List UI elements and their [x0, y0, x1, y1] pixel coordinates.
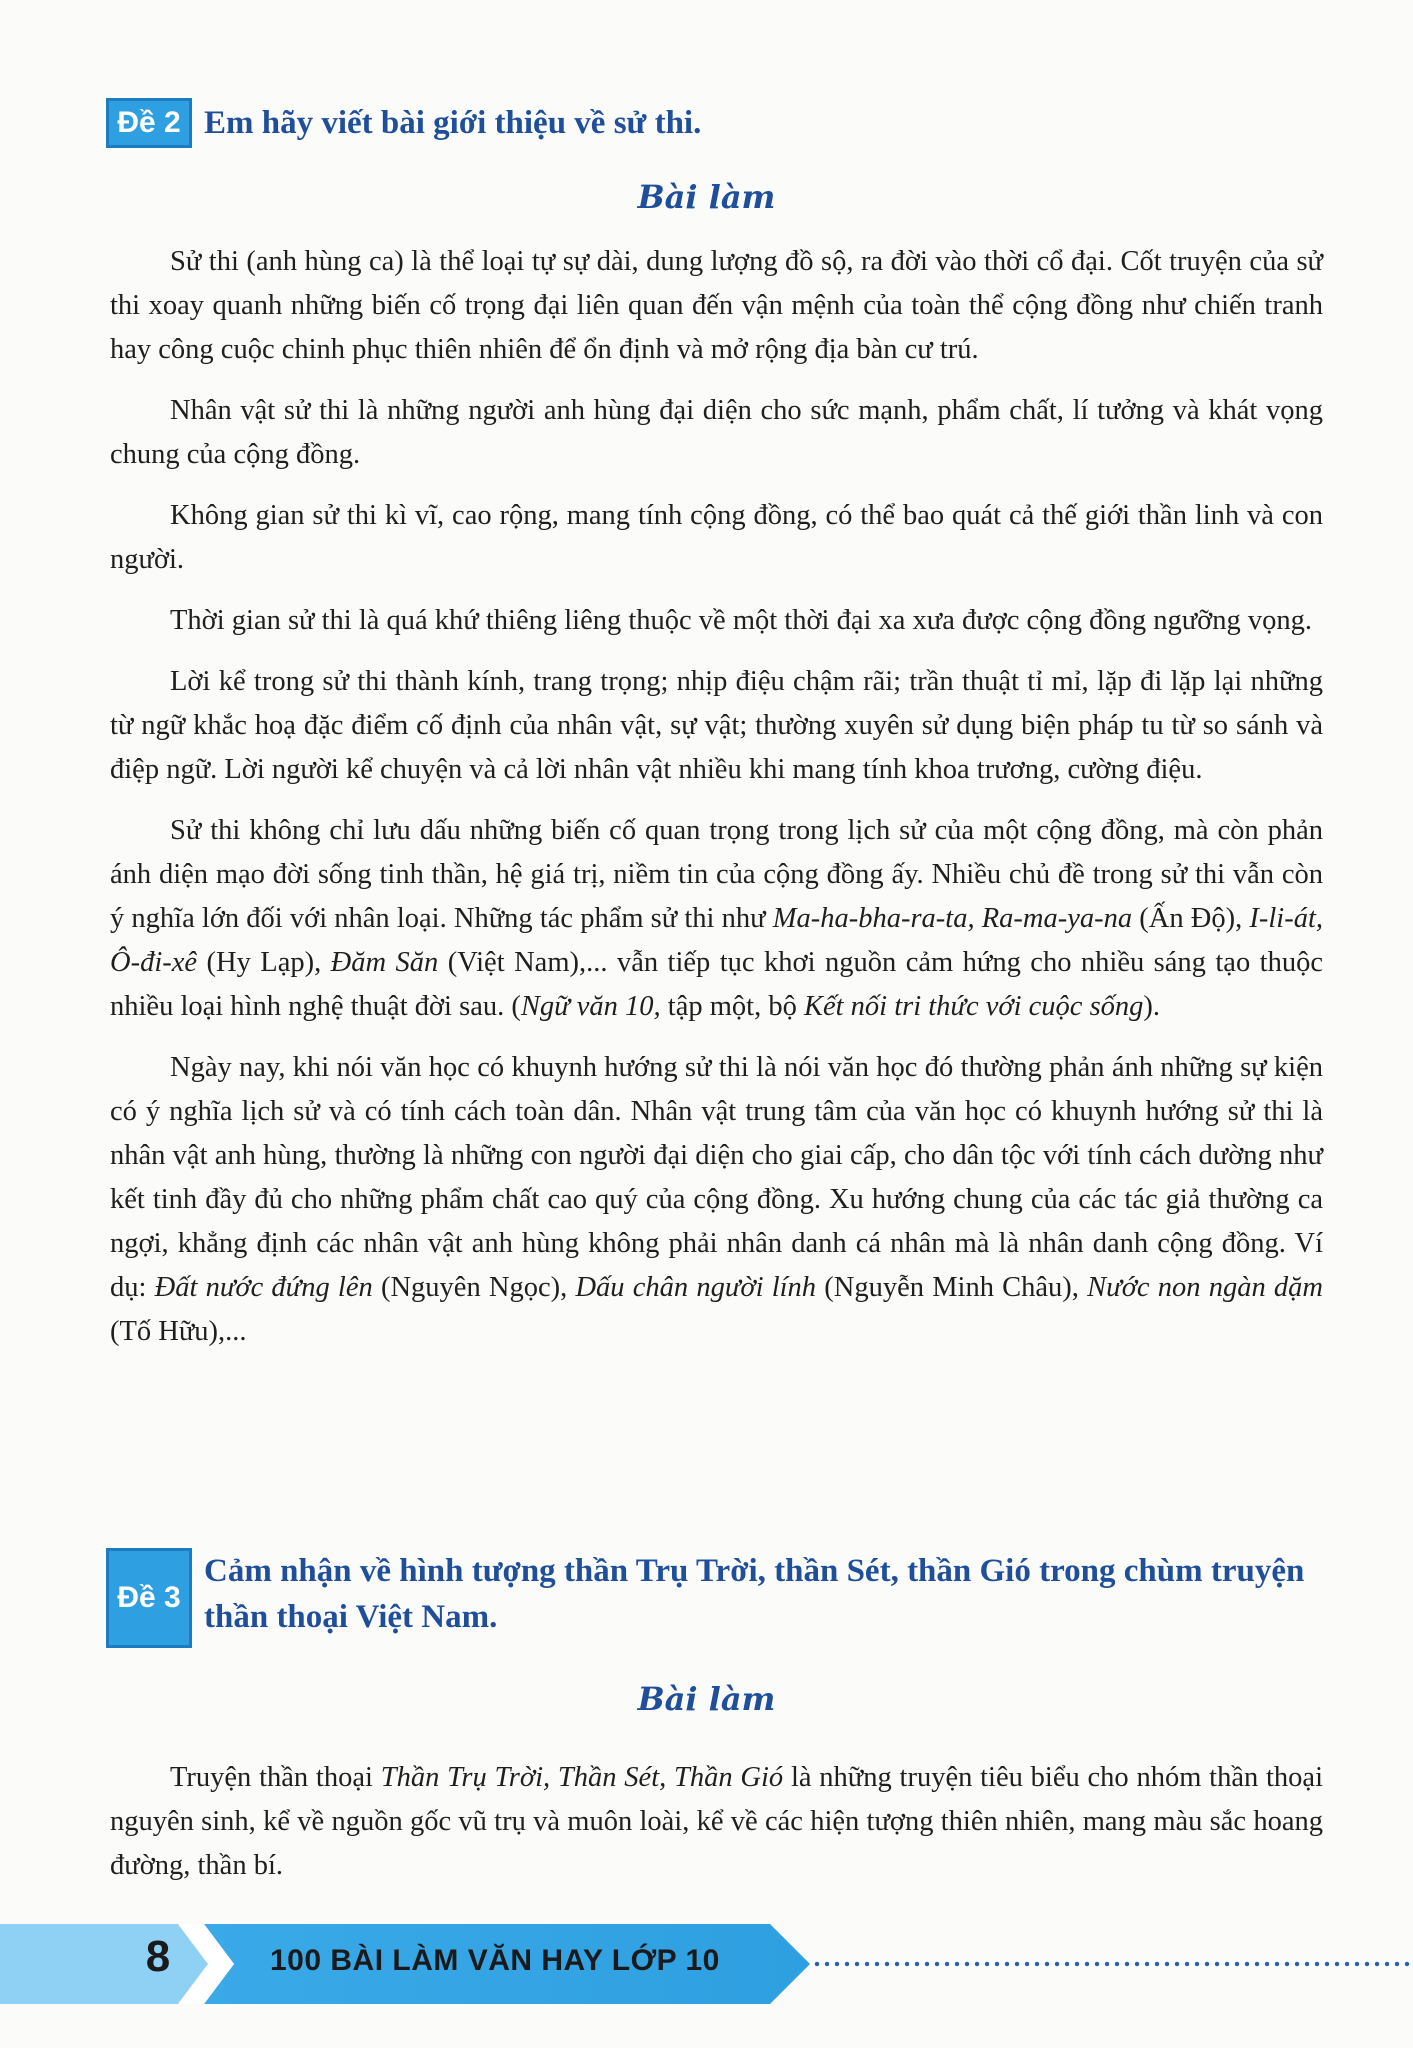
de3-p1-works: Thần Trụ Trời, Thần Sét, Thần Gió — [380, 1762, 784, 1793]
p6-work-iliad: I-li-át, Ô-đi-xê — [110, 903, 1323, 978]
de3-p1-text-2: là những truyện tiêu biểu cho nhóm thần thoại nguyên sinh, kể về nguồn gốc vũ trụ và muôn loài, kể về các hiện tượng thiên nhiên, mang màu sắc hoang đường, thần bí. — [110, 1762, 1323, 1881]
de2-paragraph-7 — [110, 1046, 1323, 1354]
p6-work-mahabharata: Ma-ha-bha-ra-ta, Ra-ma-ya-na — [772, 903, 1133, 934]
p6-text-1: Sử thi không chỉ lưu dấu những biến cố quan trọng trong lịch sử của một cộng đồng, mà còn phản ánh diện mạo đời sống tinh thần, hệ giá trị, niềm tin của cộng đồng ấy. Nhiều chủ đề trong sử thi vẫn còn ý nghĩa lớn đối với nhân loại. Những tác phẩm sử thi như — [110, 815, 1323, 934]
de3-paragraph-1 — [110, 1756, 1323, 1888]
p7-text-1: Ngày nay, khi nói văn học có khuynh hướng sử thi là nói văn học đó thường phản ánh những sự kiện có ý nghĩa lịch sử và có tính cách toàn dân. Nhân vật trung tâm của văn học có khuynh hướng sử thi là nhân vật anh hùng, thường là những con người đại diện cho giai cấp, cho dân tộc với tính cách dường như kết tinh đầy đủ cho những phẩm chất cao quý của cộng đồng. Xu hướng chung của các tác giả thường ca ngợi, khẳng định các nhân vật anh hùng không phải nhân danh cá nhân mà là nhân danh cộng đồng. Ví dụ: — [110, 1052, 1323, 1303]
p6-text-2: (Ấn Độ), — [1132, 903, 1250, 934]
p6-text-3: (Hy Lạp), — [197, 947, 331, 978]
de3-answer — [110, 1756, 1323, 1905]
de2-paragraph-6 — [110, 809, 1323, 1029]
p7-work-3: Nước non ngàn dặm — [1087, 1272, 1323, 1303]
de2-paragraph-1: Sử thi (anh hùng ca) là thể loại tự sự dài, dung lượng đồ sộ, ra đời vào thời cổ đại. Cốt truyện của sử thi xoay quanh những biến cố trọng đại liên quan đến vận mệnh của toàn thể cộng đồng như chiến tranh hay công cuộc chinh phục thiên nhiên để ổn định và mở rộng địa bàn cư trú. — [110, 246, 1323, 365]
p6-source-series: Kết nối tri thức với cuộc sống — [803, 991, 1144, 1022]
de3-title: Cảm nhận về hình tượng thần Trụ Trời, thần Sét, thần Gió trong chùm truyện thần thoại Việt Nam. — [204, 1553, 1305, 1635]
p6-text-6: ). — [1143, 991, 1161, 1022]
p6-work-damsan: Đăm Săn — [330, 947, 439, 978]
de2-paragraph-3: Không gian sử thi kì vĩ, cao rộng, mang tính cộng đồng, có thể bao quát cả thế giới thần linh và con người. — [110, 500, 1323, 575]
book-title: 100 BÀI LÀM VĂN HAY LỚP 10 — [270, 1944, 720, 1977]
p7-text-2: (Nguyên Ngọc), — [372, 1272, 576, 1303]
footer-dotted-line — [812, 1960, 1412, 1968]
p7-text-3: (Nguyễn Minh Châu), — [816, 1272, 1088, 1303]
page-number: 8 — [145, 1932, 171, 1981]
de3-subheading: Bài làm — [637, 1680, 776, 1718]
de2-answer — [110, 240, 1323, 1371]
de2-title: Em hãy viết bài giới thiệu về sử thi. — [204, 105, 702, 141]
de2-paragraph-2: Nhân vật sử thi là những người anh hùng đại diện cho sức mạnh, phẩm chất, lí tưởng và khát vọng chung của cộng đồng. — [110, 395, 1323, 470]
de2-badge: Đề 2 — [106, 98, 192, 148]
p6-text-5: tập một, bộ — [660, 991, 804, 1022]
de2-paragraph-4: Thời gian sử thi là quá khứ thiêng liêng thuộc về một thời đại xa xưa được cộng đồng ngưỡng vọng. — [170, 605, 1312, 636]
p7-text-4: (Tố Hữu),... — [110, 1316, 247, 1347]
p7-work-1: Đất nước đứng lên — [154, 1272, 373, 1303]
p6-source-book: Ngữ văn 10, — [520, 991, 661, 1022]
de2-paragraph-5: Lời kể trong sử thi thành kính, trang trọng; nhịp điệu chậm rãi; trần thuật tỉ mỉ, lặp đi lặp lại những từ ngữ khắc hoạ đặc điểm cố định của nhân vật, sự vật; thường xuyên sử dụng biện pháp tu từ so sánh và điệp ngữ. Lời người kể chuyện và cả lời nhân vật nhiều khi mang tính khoa trương, cường điệu. — [110, 666, 1323, 785]
page-footer — [0, 1924, 1413, 2004]
de2-header — [106, 98, 701, 148]
p7-work-2: Dấu chân người lính — [575, 1272, 817, 1303]
de3-badge: Đề 3 — [106, 1548, 192, 1648]
p6-text-4: (Việt Nam),... vẫn tiếp tục khơi nguồn cảm hứng cho nhiều sáng tạo thuộc nhiều loại hình nghệ thuật đời sau. ( — [110, 947, 1323, 1022]
de3-p1-text-1: Truyện thần thoại — [170, 1762, 381, 1793]
de2-subheading: Bài làm — [637, 178, 776, 216]
de3-header — [106, 1548, 1314, 1648]
